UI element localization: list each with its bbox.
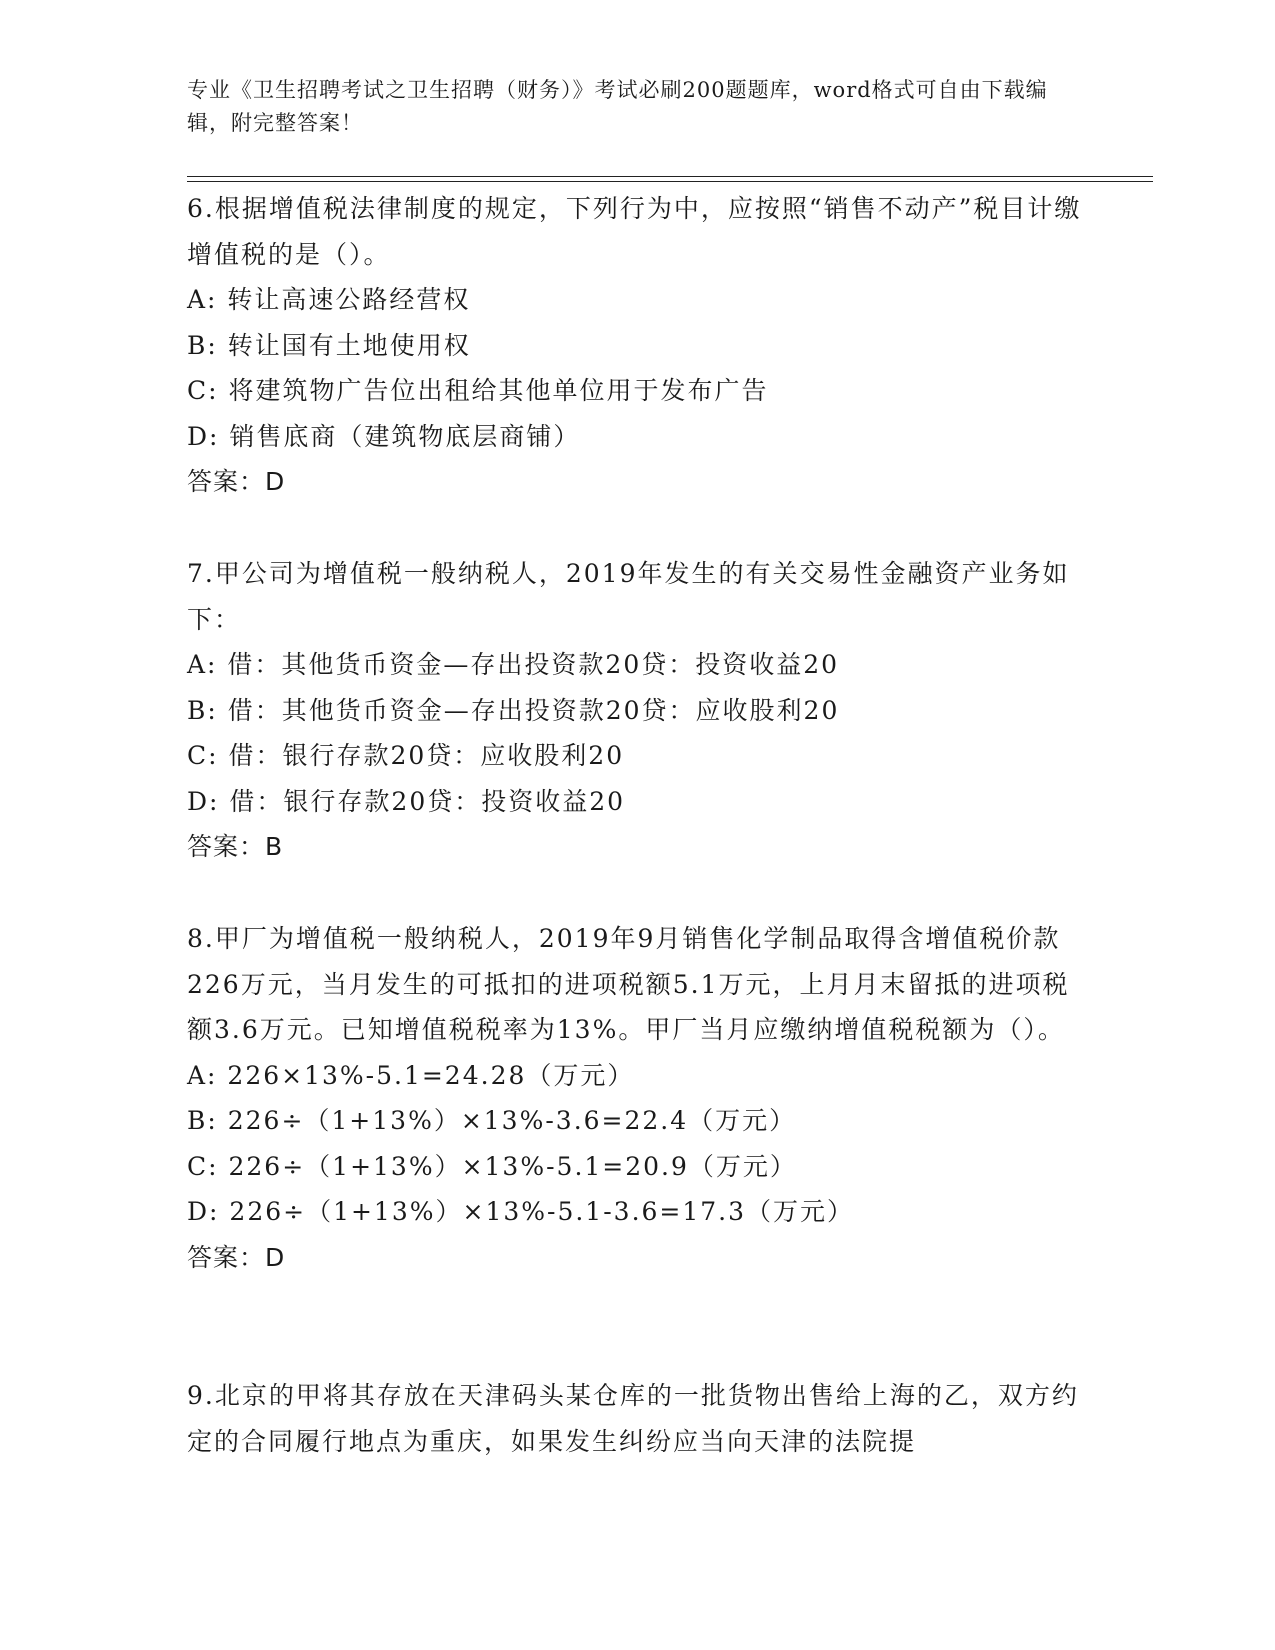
question-item (187, 916, 1087, 1280)
option-d: D: 226÷（1+13%）×13%-5.1-3.6=17.3（万元） (187, 1197, 855, 1226)
option-a: A: 借：其他货币资金—存出投资款20贷：投资收益20 (187, 650, 840, 679)
question-stem: 7.甲公司为增值税一般纳税人，2019年发生的有关交易性金融资产业务如下： (187, 559, 1070, 634)
answer-line: 答案：B (187, 832, 284, 861)
answer-line: 答案：D (187, 1242, 286, 1272)
question-stem: 8.甲厂为增值税一般纳税人，2019年9月销售化学制品取得含增值税价款226万元，当月发生的可抵扣的进项税额5.1万元，上月月末留抵的进项税额3.6万元。已知增值税税率为13%。甲厂当月应缴纳增值税税额为（）。 (187, 924, 1070, 1044)
option-d: D: 借：银行存款20贷：投资收益20 (187, 786, 626, 816)
option-c: C: 226÷（1+13%）×13%-5.1=20.9（万元） (187, 1151, 797, 1181)
header-divider-line (187, 176, 1153, 177)
option-b: B: 226÷（1+13%）×13%-3.6=22.4（万元） (187, 1106, 797, 1135)
option-b: B: 借：其他货币资金—存出投资款20贷：应收股利20 (187, 695, 840, 725)
option-a: A: 转让高速公路经营权 (187, 285, 471, 314)
question-stem: 9.北京的甲将其存放在天津码头某仓库的一批货物出售给上海的乙，双方约定的合同履行地点为重庆，如果发生纠纷应当向天津的法院提 (187, 1381, 1079, 1456)
option-c: C: 将建筑物广告位出租给其他单位用于发布广告 (187, 376, 769, 405)
answer-line: 答案：D (187, 467, 286, 496)
option-a: A: 226×13%-5.1=24.28（万元） (187, 1060, 635, 1090)
option-c: C: 借：银行存款20贷：应收股利20 (187, 741, 625, 770)
document-header: 专业《卫生招聘考试之卫生招聘（财务）》考试必刷200题题库，word格式可自由下载编辑，附完整答案！ (187, 78, 1048, 135)
option-b: B: 转让国有土地使用权 (187, 330, 471, 360)
question-item (187, 1373, 1087, 1464)
question-stem: 6.根据增值税法律制度的规定，下列行为中，应按照“销售不动产”税目计缴增值税的是（）。 (187, 194, 1082, 269)
question-item (187, 186, 1087, 505)
option-d: D: 销售底商（建筑物底层商铺） (187, 421, 581, 451)
header-divider-line (187, 181, 1153, 182)
question-item (187, 551, 1087, 870)
